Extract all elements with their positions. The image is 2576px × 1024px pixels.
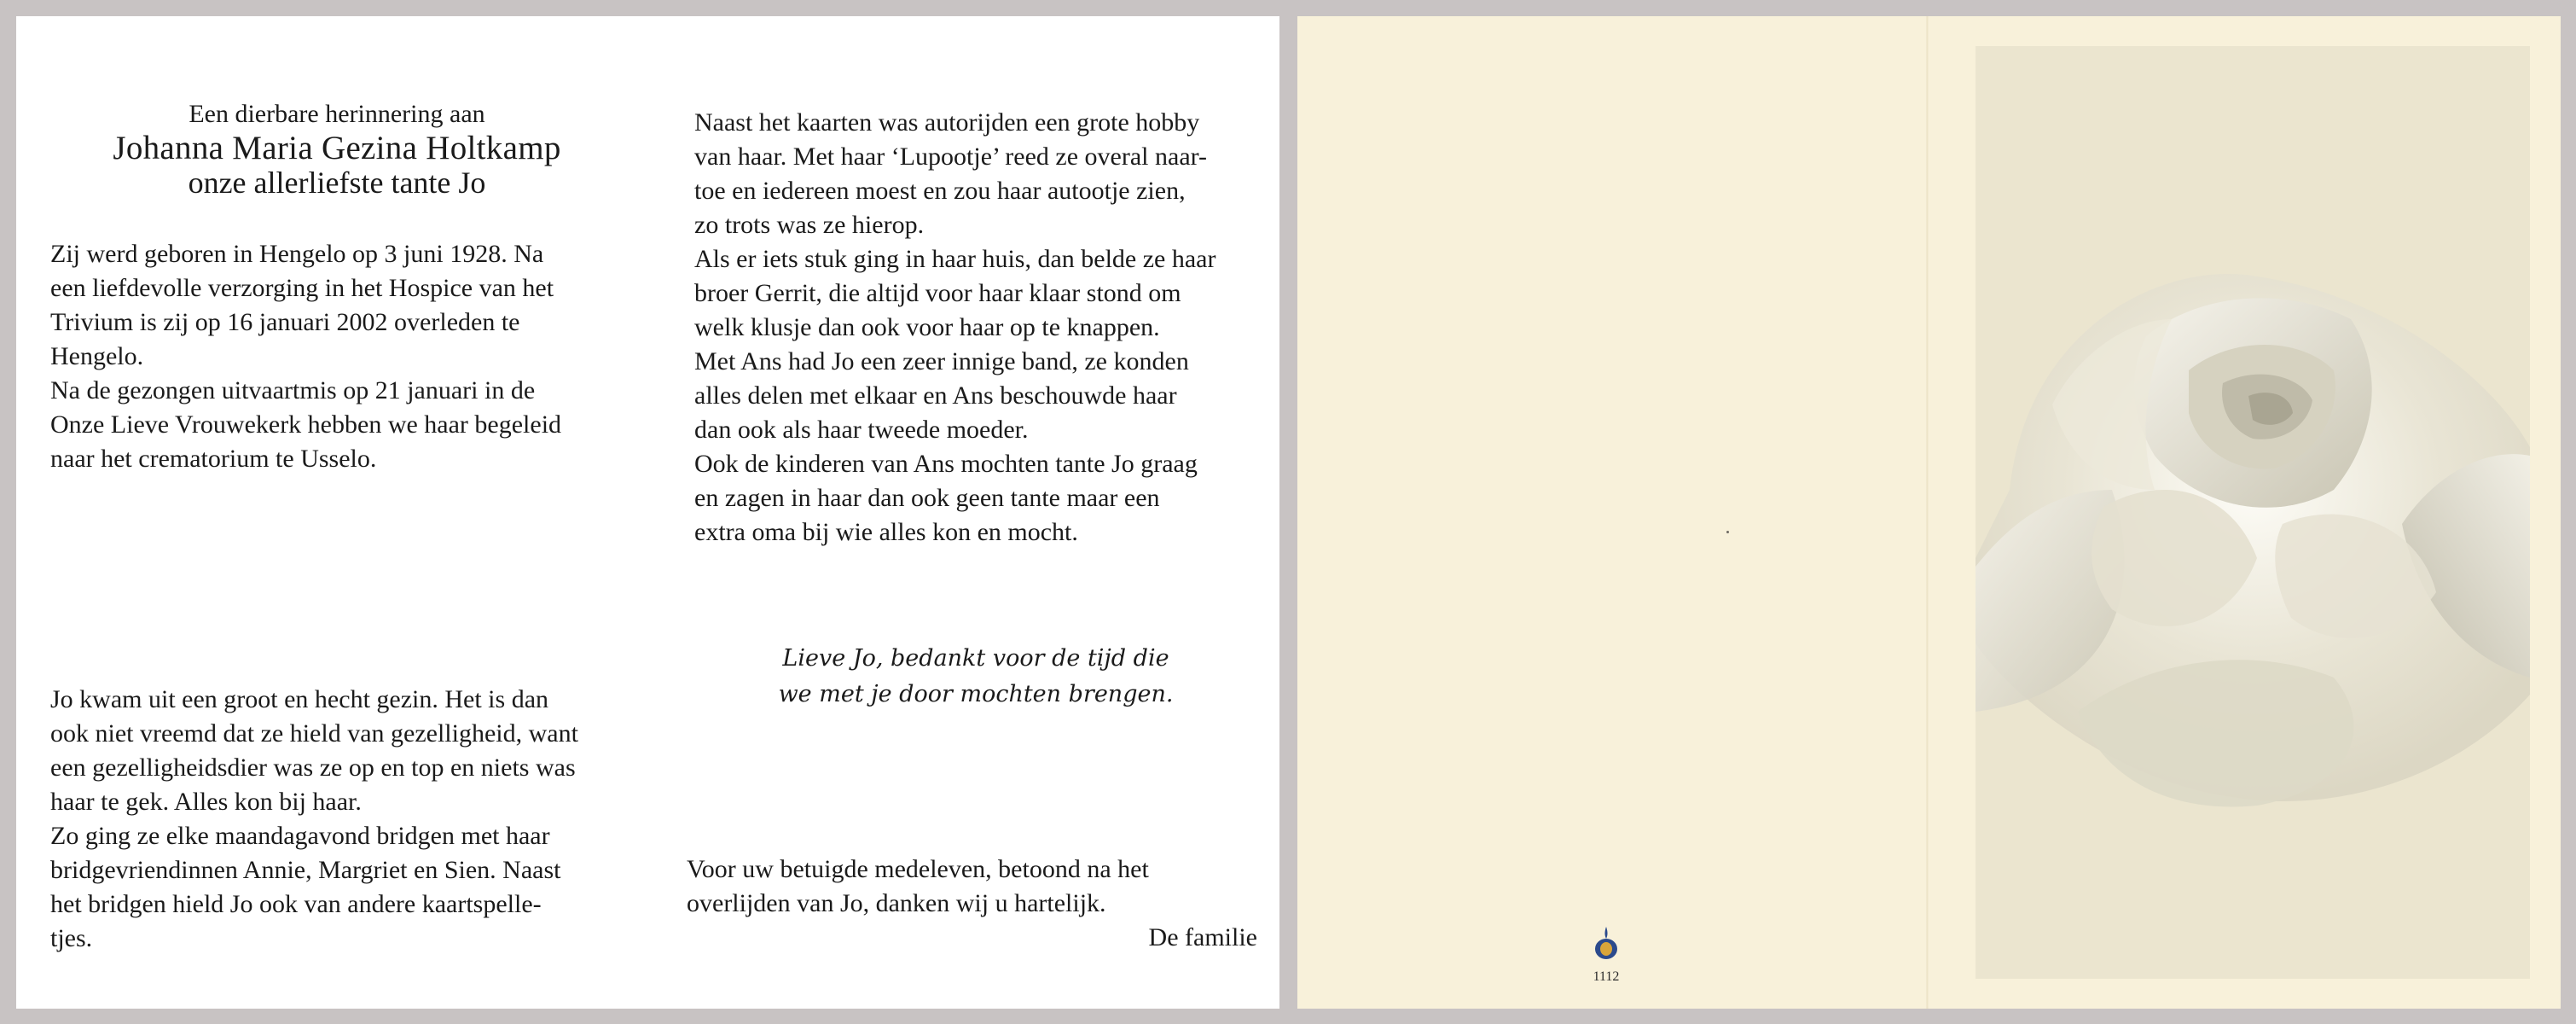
flame-drop-icon [1591, 925, 1622, 961]
text-line: Als er iets stuk ging in haar huis, dan belde ze haar [694, 245, 1216, 273]
text-line: Voor uw betuigde medeleven, betoond na het [687, 855, 1149, 883]
quote-line: Lieve Jo, bedankt voor de tijd die [782, 645, 1169, 672]
family-paragraph [50, 683, 624, 956]
farewell-quote [694, 641, 1257, 713]
text-line: tjes. [50, 924, 93, 952]
hobby-paragraph [694, 106, 1257, 242]
text-line: ook niet vreemd dat ze hield van gezelligheid, want [50, 719, 578, 748]
text-line: Zo ging ze elke maandagavond bridgen met haar [50, 822, 550, 850]
text-line: een gezelligheidsdier was ze op en top en niets was [50, 753, 576, 782]
text-line: Zij werd geboren in Hengelo op 3 juni 1928. Na [50, 240, 544, 268]
text-line: extra oma bij wie alles kon en mocht. [694, 518, 1078, 546]
text-line: Hengelo. [50, 342, 144, 370]
signature: De familie [1148, 923, 1257, 951]
text-line: Na de gezongen uitvaartmis op 21 januari in de [50, 376, 536, 404]
fold-crease [1926, 16, 1929, 1009]
rose-image [1976, 46, 2530, 979]
intro-line: Een dierbare herinnering aan [189, 100, 485, 128]
text-line: Trivium is zij op 16 januari 2002 overleden te [50, 308, 520, 336]
text-line: een liefdevolle verzorging in het Hospice van het [50, 274, 554, 302]
thanks-paragraph [687, 852, 1257, 955]
text-line: overlijden van Jo, danken wij u hartelijk. [687, 889, 1106, 917]
ans-paragraph [694, 345, 1257, 447]
card-inside-page [16, 16, 1279, 1009]
text-line: het bridgen hield Jo ook van andere kaartspelle- [50, 890, 542, 918]
text-line: naar het crematorium te Usselo. [50, 445, 377, 473]
text-line: broer Gerrit, die altijd voor haar klaar stond om [694, 279, 1181, 307]
quote-line: we met je door mochten brengen. [778, 681, 1174, 707]
paper-speck [1726, 531, 1729, 533]
card-outside-page [1297, 16, 2561, 1009]
text-line: en zagen in haar dan ook geen tante maar een [694, 484, 1160, 512]
text-line: alles delen met elkaar en Ans beschouwde haar [694, 381, 1177, 410]
text-line: van haar. Met haar ‘Lupootje’ reed ze overal naar- [694, 143, 1208, 171]
text-line: zo trots was ze hierop. [694, 211, 925, 239]
text-line: Ook de kinderen van Ans mochten tante Jo graag [694, 450, 1198, 478]
gerrit-paragraph [694, 242, 1257, 345]
text-line: welk klusje dan ook voor haar op te knappen. [694, 313, 1160, 341]
right-column [687, 106, 1257, 951]
text-line: Onze Lieve Vrouwekerk hebben we haar begeleid [50, 410, 562, 439]
rose-photo [1976, 46, 2530, 979]
children-paragraph [694, 447, 1257, 550]
deceased-name: Johanna Maria Gezina Holtkamp [113, 130, 561, 166]
text-line: dan ook als haar tweede moeder. [694, 416, 1029, 444]
subtitle-line: onze allerliefste tante Jo [188, 166, 486, 200]
text-line: Naast het kaarten was autorijden een grote hobby [694, 108, 1200, 137]
birth-death-paragraph [50, 237, 624, 374]
left-column [50, 97, 624, 952]
text-line: toe en iedereen moest en zou haar autootje zien, [694, 177, 1186, 205]
text-line: Met Ans had Jo een zeer innige band, ze konden [694, 347, 1189, 375]
text-line: bridgevriendinnen Annie, Margriet en Sien. Naast [50, 856, 561, 884]
printer-code: 1112 [1593, 969, 1620, 984]
text-line: haar te gek. Alles kon bij haar. [50, 788, 362, 816]
funeral-paragraph [50, 374, 624, 476]
text-line: Jo kwam uit een groot en hecht gezin. Het is dan [50, 685, 549, 713]
